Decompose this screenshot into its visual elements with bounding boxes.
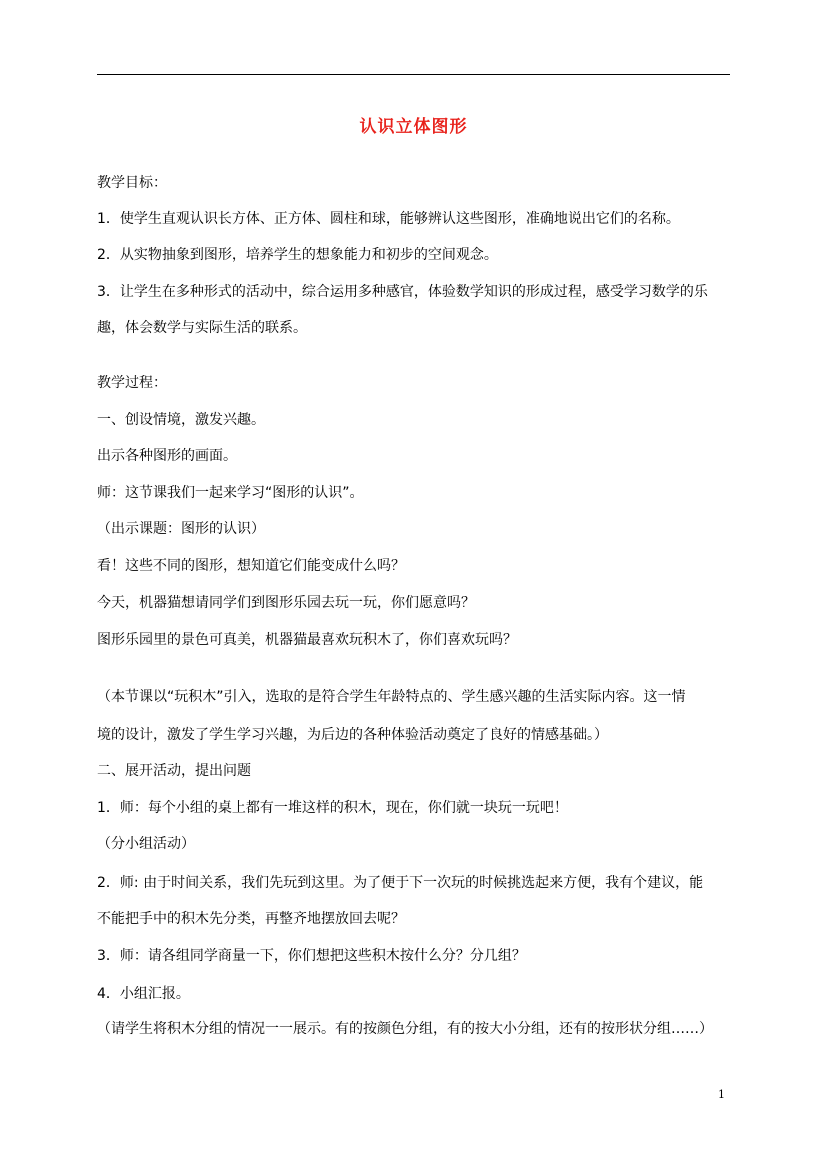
text-line: 教学目标： (97, 175, 167, 191)
text-line: 出示各种图形的画面。 (97, 448, 237, 464)
text-line: 今天，机器猫想请同学们到图形乐园去玩一玩，你们愿意吗？ (97, 595, 475, 611)
text-line: 2．师: 由于时间关系，我们先玩到这里。为了便于下一次玩的时候挑选起来方便，我有个建议，能 (97, 875, 704, 891)
text-line: 不能把手中的积木先分类，再整齐地摆放回去呢？ (97, 911, 405, 927)
text-line: 4．小组汇报。 (97, 986, 190, 1002)
text-line: （本节课以“玩积木”引入，选取的是符合学生年龄特点的、学生感兴趣的生活实际内容。这一情 (97, 689, 686, 705)
text-line: （分小组活动） (97, 836, 195, 852)
page-number: 1 (718, 1088, 725, 1101)
document-title: 认识立体图形 (359, 117, 468, 137)
text-line: 图形乐园里的景色可真美，机器猫最喜欢玩积木了，你们喜欢玩吗？ (97, 632, 517, 648)
header-rule (97, 74, 730, 75)
text-line: 1．使学生直观认识长方体、正方体、圆柱和球，能够辨认这些图形，准确地说出它们的名称。 (97, 211, 680, 227)
text-line: 教学过程： (97, 375, 167, 391)
text-line: （请学生将积木分组的情况一一展示。有的按颜色分组，有的按大小分组，还有的按形状分组……） (97, 1021, 713, 1037)
text-line: 师：这节课我们一起来学习“图形的认识”。 (97, 485, 364, 501)
text-line: 1．师：每个小组的桌上都有一堆这样的积木，现在，你们就一块玩一玩吧！ (97, 800, 568, 816)
text-line: 看！这些不同的图形，想知道它们能变成什么吗？ (97, 558, 405, 574)
text-line: 趣，体会数学与实际生活的联系。 (97, 320, 307, 336)
text-line: 3．师：请各组同学商量一下，你们想把这些积木按什么分？分几组？ (97, 948, 526, 964)
text-line: 2．从实物抽象到图形，培养学生的想象能力和初步的空间观念。 (97, 247, 498, 263)
text-line: （出示课题：图形的认识） (97, 521, 265, 537)
text-line: 3．让学生在多种形式的活动中，综合运用多种感官，体验数学知识的形成过程，感受学习数学的乐 (97, 284, 708, 300)
text-line: 二、展开活动，提出问题 (97, 763, 251, 779)
text-line: 境的设计，激发了学生学习兴趣，为后边的各种体验活动奠定了良好的情感基础。） (97, 727, 608, 743)
text-line: 一、创设情境，激发兴趣。 (97, 412, 265, 428)
